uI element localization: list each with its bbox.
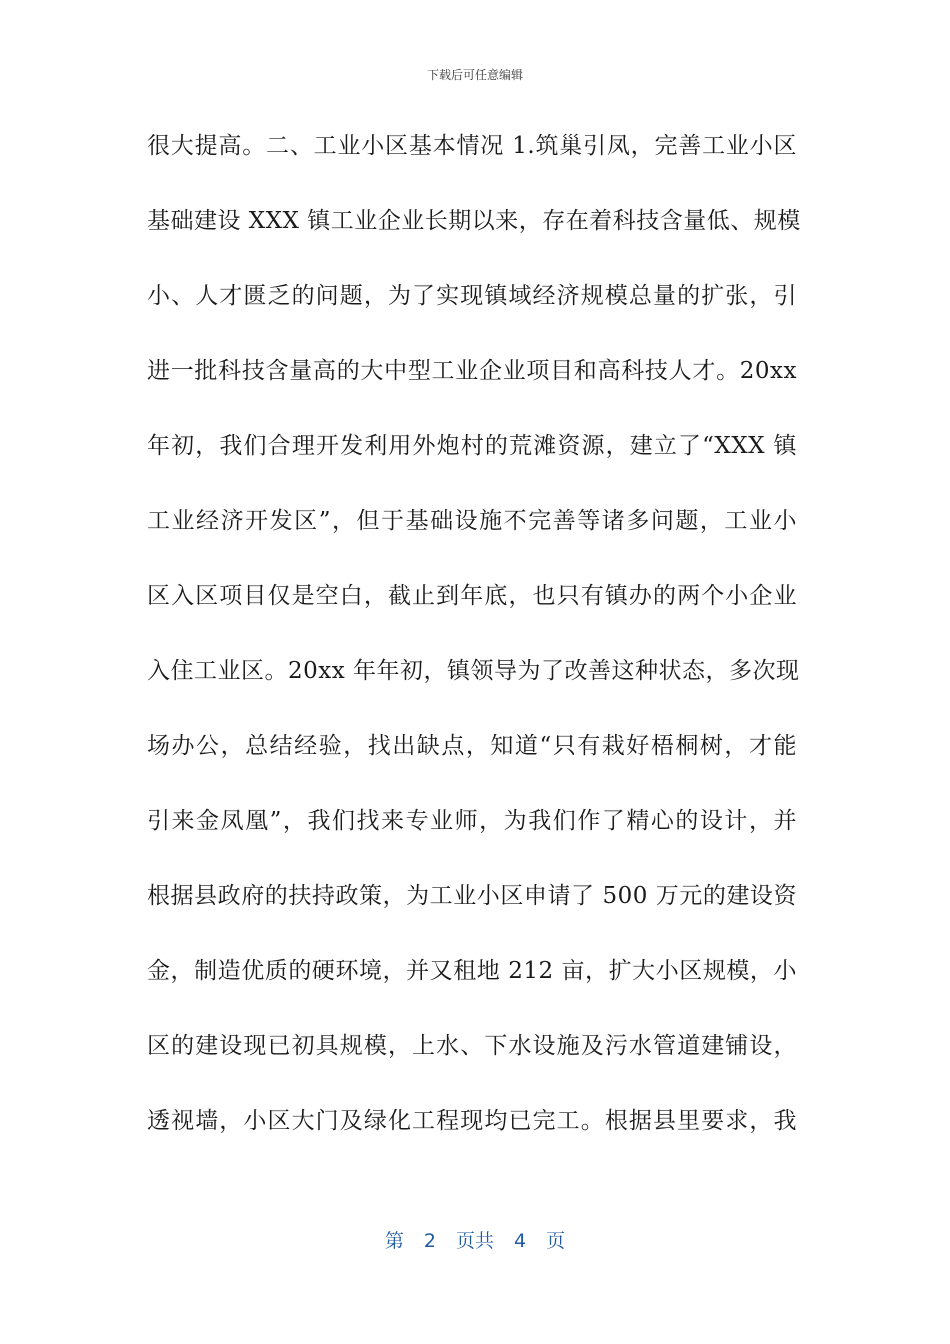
text-line: 基础建设 XXX 镇工业企业长期以来，存在着科技含量低、规模 <box>147 208 801 234</box>
text-line: 年初，我们合理开发利用外炮村的荒滩资源，建立了“XXX 镇 <box>147 433 797 459</box>
footer-prefix: 第 <box>384 1230 404 1252</box>
text-line: 透视墙，小区大门及绿化工程现均已完工。根据县里要求，我 <box>147 1108 797 1134</box>
footer-suffix: 页 <box>546 1230 566 1252</box>
text-line: 很大提高。二、工业小区基本情况 1.筑巢引凤，完善工业小区 <box>147 133 797 159</box>
current-page-number: 2 <box>423 1230 436 1252</box>
text-line: 进一批科技含量高的大中型工业企业项目和高科技人才。20xx <box>147 358 797 384</box>
text-line: 引来金凤凰”，我们找来专业师，为我们作了精心的设计，并 <box>147 808 797 834</box>
text-line: 入住工业区。20xx 年年初，镇领导为了改善这种状态，多次现 <box>147 658 800 684</box>
text-line: 小、人才匮乏的问题，为了实现镇域经济规模总量的扩张，引 <box>147 283 797 309</box>
footer-middle: 页共 <box>455 1230 494 1252</box>
total-pages-number: 4 <box>514 1230 527 1252</box>
page-number-footer <box>0 1226 950 1253</box>
document-body <box>147 123 801 1173</box>
text-line: 金，制造优质的硬环境，并又租地 212 亩，扩大小区规模，小 <box>147 958 797 984</box>
text-line: 区的建设现已初具规模，上水、下水设施及污水管道建铺设， <box>147 1033 797 1059</box>
page-header-note: 下载后可任意编辑 <box>426 68 523 82</box>
text-line: 工业经济开发区”，但于基础设施不完善等诸多问题，工业小 <box>147 508 797 534</box>
text-line: 根据县政府的扶持政策，为工业小区申请了 500 万元的建设资 <box>147 883 797 909</box>
text-line: 区入区项目仅是空白，截止到年底，也只有镇办的两个小企业 <box>147 583 797 609</box>
text-line: 场办公，总结经验，找出缺点，知道“只有栽好梧桐树，才能 <box>147 733 797 759</box>
